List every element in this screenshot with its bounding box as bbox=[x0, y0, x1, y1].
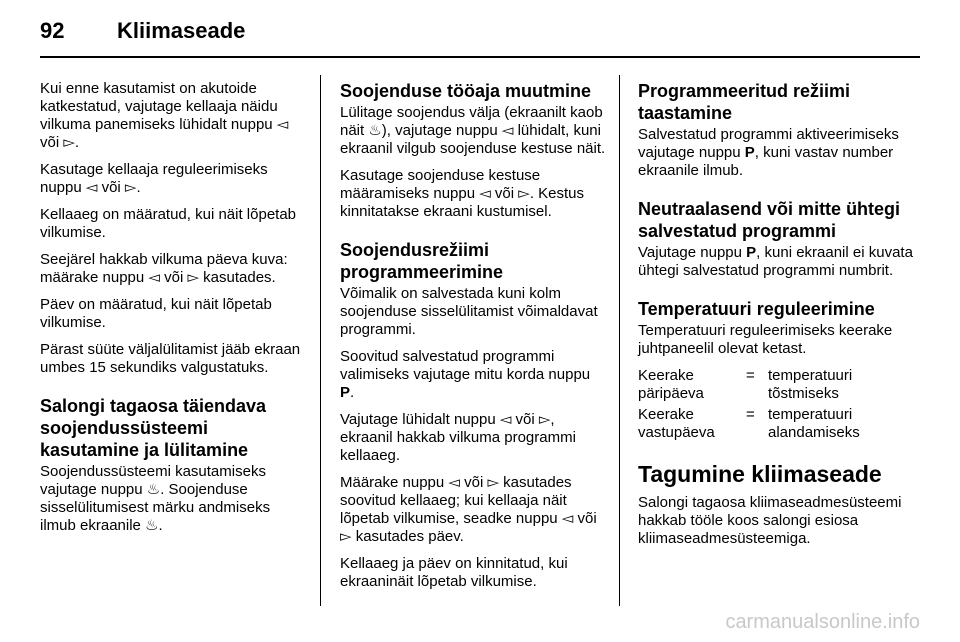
paragraph: Kellaaeg ja päev on kinnitatud, kui ekraaninäit lõpetab vilkumise. bbox=[340, 555, 568, 590]
paragraph: Lülitage soojendus välja (ekraanilt kaob näit ♨), vajutage nuppu ◅ lühidalt, kuni ekraanil vilgub soojenduse kestuse näit. bbox=[340, 104, 606, 157]
paragraph: Määrake nuppu ◅ või ▻ kasutades soovitud kellaaeg; kui kellaaja näit lõpetab vilkumise, seadke nuppu ◅ või ▻ kasutades päev. bbox=[340, 474, 597, 545]
header-rule bbox=[40, 56, 920, 58]
table-row bbox=[638, 367, 913, 403]
column-1 bbox=[40, 80, 305, 544]
paragraph: Temperatuuri reguleerimiseks keerake juhtpaneelil olevat ketast. bbox=[638, 322, 893, 357]
paragraph: Kasutage kellaaja reguleerimiseks nuppu ◅ või ▻. bbox=[40, 161, 268, 196]
paragraph: Võimalik on salvestada kuni kolm soojenduse sisselülitamist võimaldavat programmi. bbox=[340, 285, 598, 338]
column-3 bbox=[638, 80, 913, 557]
paragraph: Seejärel hakkab vilkuma päeva kuva: määrake nuppu ◅ või ▻ kasutades. bbox=[40, 251, 288, 286]
paragraph: Pärast süüte väljalülitamist jääb ekraan umbes 15 sekundiks valgustatuks. bbox=[40, 341, 301, 376]
row-result: temperatuuri tõstmiseks bbox=[768, 367, 853, 402]
column-divider-1 bbox=[320, 75, 321, 606]
text: Soovitud salvestatud programmi valimiseks vajutage mitu korda nuppu bbox=[340, 348, 591, 383]
column-divider-2 bbox=[619, 75, 620, 606]
section-heading: Programmeeritud režiimi taastamine bbox=[638, 81, 851, 123]
row-equals: = bbox=[746, 367, 755, 384]
paragraph bbox=[340, 348, 608, 402]
text: . bbox=[350, 384, 355, 401]
section-heading: Temperatuuri reguleerimine bbox=[638, 299, 875, 319]
paragraph bbox=[638, 126, 913, 180]
table-row bbox=[638, 406, 913, 442]
section-heading: Salongi tagaosa täiendava soojendussüsteemi kasutamine ja lülitamine bbox=[40, 396, 267, 460]
page-title: Kliimaseade bbox=[117, 18, 246, 43]
section-heading: Soojendusrežiimi programmeerimine bbox=[340, 240, 504, 282]
p-key-label: P bbox=[744, 144, 755, 161]
paragraph: Kui enne kasutamist on akutoide katkestatud, vajutage kellaaja näidu vilkuma panemiseks lühidalt nuppu ◅ või ▻. bbox=[40, 80, 289, 151]
column-2 bbox=[340, 80, 608, 600]
row-equals: = bbox=[746, 406, 755, 423]
paragraph: Soojendussüsteemi kasutamiseks vajutage nuppu ♨. Soojenduse sisselülitumisest märku andmiseks ilmub ekraanile ♨. bbox=[40, 463, 271, 534]
paragraph: Kasutage soojenduse kestuse määramiseks nuppu ◅ või ▻. Kestus kinnitatakse ekraani kustumisel. bbox=[340, 167, 585, 220]
paragraph bbox=[638, 244, 913, 280]
row-action: Keerake päripäeva bbox=[638, 367, 704, 402]
text: Vajutage nuppu bbox=[638, 244, 747, 261]
paragraph: Vajutage lühidalt nuppu ◅ või ▻, ekraanil hakkab vilkuma programmi kellaaeg. bbox=[340, 411, 576, 464]
paragraph: Salongi tagaosa kliimaseadmesüsteemi hakkab tööle koos salongi esiosa kliimaseadmesüsteemiga. bbox=[638, 494, 902, 547]
section-heading: Soojenduse tööaja muutmine bbox=[340, 81, 592, 101]
p-key-label: P bbox=[746, 244, 757, 261]
text: Salvestatud programmi aktiveerimiseks vajutage nuppu bbox=[638, 126, 899, 161]
p-key-label: P bbox=[340, 384, 351, 401]
text: , kuni ekraanil ei kuvata ühtegi salvestatud programmi numbrit. bbox=[638, 244, 913, 279]
page-header bbox=[40, 18, 245, 44]
text: , kuni vastav number ekraanile ilmub. bbox=[638, 144, 894, 179]
page-number: 92 bbox=[40, 18, 65, 43]
paragraph: Päev on määratud, kui näit lõpetab vilkumise. bbox=[40, 296, 272, 331]
row-action: Keerake vastupäeva bbox=[638, 406, 715, 441]
watermark: carmanualsonline.info bbox=[725, 611, 920, 633]
chapter-heading: Tagumine kliimaseade bbox=[638, 461, 882, 487]
row-result: temperatuuri alandamiseks bbox=[768, 406, 860, 441]
paragraph: Kellaaeg on määratud, kui näit lõpetab vilkumise. bbox=[40, 206, 297, 241]
section-heading: Neutraalasend või mitte ühtegi salvestatud programmi bbox=[638, 199, 901, 241]
